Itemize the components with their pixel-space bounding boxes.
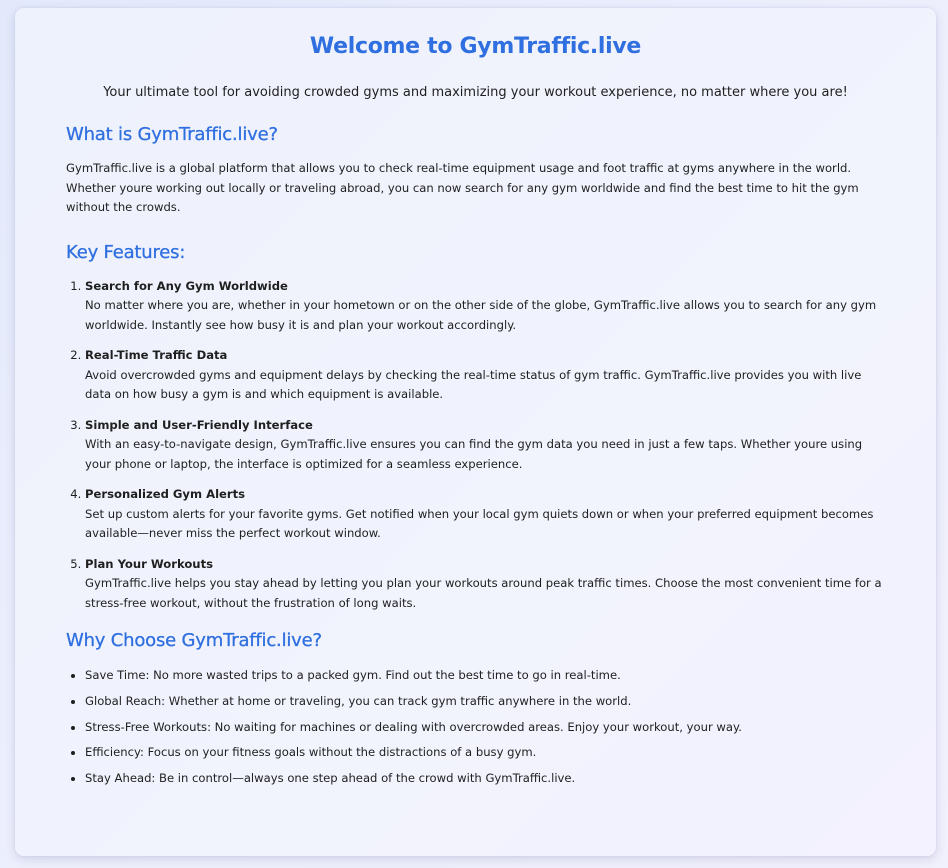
feature-description: With an easy-to-navigate design, GymTraffic.live ensures you can find the gym data you need in just a few taps. Whether youre using your phone or laptop, the interface is optimized for a seamless experience. — [85, 437, 863, 471]
feature-title: 1. Search for Any Gym Worldwide — [85, 278, 288, 293]
feature-item — [85, 277, 885, 336]
about-paragraph: GymTraffic.live is a global platform that allows you to check real-time equipment usage and foot traffic at gyms anywhere in the world. Whether youre working out locally or traveling abroad, you can now search for any gym worldwide and find the best time to hit the gym without the crowds. — [66, 161, 859, 214]
feature-description: Avoid overcrowded gyms and equipment delays by checking the real-time status of gym traffic. GymTraffic.live provides you with live data on how busy a gym is and which equipment is available. — [85, 367, 862, 401]
feature-title: 5. Plan Your Workouts — [85, 556, 214, 571]
feature-title: 4. Personalized Gym Alerts — [85, 487, 246, 501]
content-card — [15, 8, 936, 856]
why-item: • Efficiency: Focus on your fitness goals without the distractions of a busy gym. — [85, 743, 885, 763]
feature-title: 3. Simple and User-Friendly Interface — [85, 417, 313, 432]
feature-description: No matter where you are, whether in your hometown or on the other side of the globe, GymTraffic.live allows you to search for any gym worldwide. Instantly see how busy it is and plan your workout accordingly. — [85, 298, 877, 332]
feature-description: Set up custom alerts for your favorite gyms. Get notified when your local gym quiets down or when your preferred equipment becomes available—never miss the perfect workout window. — [85, 506, 874, 540]
feature-title: 2. Real-Time Traffic Data — [85, 348, 228, 362]
feature-description: GymTraffic.live helps you stay ahead by letting you plan your workouts around peak traffic times. Choose the most convenient time for a stress-free workout, without the frustration of long waits. — [85, 576, 882, 610]
why-item: • Stay Ahead: Be in control—always one step ahead of the crowd with GymTraffic.live. — [85, 769, 885, 789]
feature-item — [85, 416, 885, 475]
feature-item — [85, 485, 885, 544]
features-heading: Key Features: — [66, 241, 186, 263]
why-item: • Global Reach: Whether at home or traveling, you can track gym traffic anywhere in the world. — [85, 692, 885, 712]
why-heading: Why Choose GymTraffic.live? — [66, 630, 322, 651]
why-item: • Stress-Free Workouts: No waiting for machines or dealing with overcrowded areas. Enjoy your workout, your way. — [85, 718, 885, 738]
why-list — [66, 652, 885, 789]
intro-text: Your ultimate tool for avoiding crowded gyms and maximizing your workout experience, no matter where you are! — [103, 85, 848, 100]
feature-item — [85, 555, 885, 614]
feature-item — [85, 346, 885, 405]
features-list — [66, 264, 885, 614]
page-title: Welcome to GymTraffic.live — [309, 34, 642, 59]
about-heading: What is GymTraffic.live? — [66, 124, 278, 145]
why-item: • Save Time: No more wasted trips to a packed gym. Find out the best time to go in real-time. — [85, 666, 885, 686]
